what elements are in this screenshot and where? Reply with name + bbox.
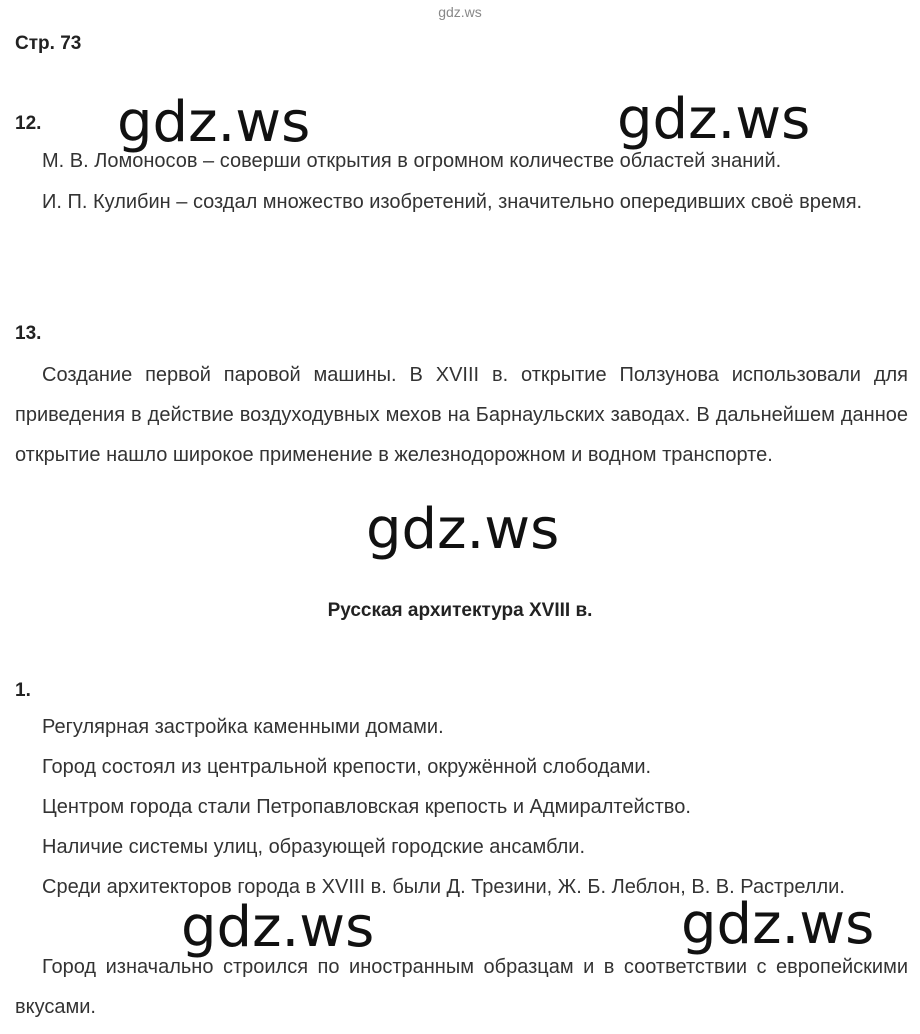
question-13-number: 13. [15,323,42,344]
question-1-number: 1. [15,680,31,701]
architecture-foreign-text: Город изначально строился по иностранным образцам и в соответствии с европейскими вкусами. [15,956,908,1018]
architecture-section-title: Русская архитектура XVIII в. [327,600,593,621]
architecture-architects-text: Среди архитекторов города в XVIII в. были Д. Трезини, Ж. Б. Леблон, В. В. Растрелли. [42,876,845,898]
architecture-item-3: Центром города стали Петропавловская крепость и Адмиралтейство. [42,796,691,818]
watermark-large-4: gdz.ws [181,895,375,960]
watermark-large-5: gdz.ws [681,892,875,957]
q12-paragraph-2-text: И. П. Кулибин – создал множество изобретений, значительно опередивших своё время. [42,191,863,213]
q13-paragraph-text: Создание первой паровой машины. В XVIII в. открытие Ползунова использовали для приведения в действие воздуходувных мехов на Барнаульских заводах. В дальнейшем данное открытие нашло широкое применение в железнодорожном и водном транспорте. [15,364,908,466]
q12-line-1: М. В. Ломоносов – соверши открытия в огромном количестве областей знаний. [42,150,782,172]
q13-paragraph [15,355,908,475]
watermark-large-1: gdz.ws [117,90,311,155]
watermark-large-3: gdz.ws [366,497,560,562]
architecture-item-4: Наличие системы улиц, образующей городские ансамбли. [42,836,586,858]
top-watermark: gdz.ws [438,4,482,20]
question-12-number: 12. [15,113,42,134]
architecture-item-2: Город состоял из центральной крепости, окружённой слободами. [42,756,652,778]
watermark-large-2: gdz.ws [617,87,811,152]
architecture-item-1: Регулярная застройка каменными домами. [42,716,444,738]
architecture-foreign-paragraph [15,947,908,1027]
page-label: Стр. 73 [15,33,82,54]
q12-paragraph-2 [15,182,908,222]
